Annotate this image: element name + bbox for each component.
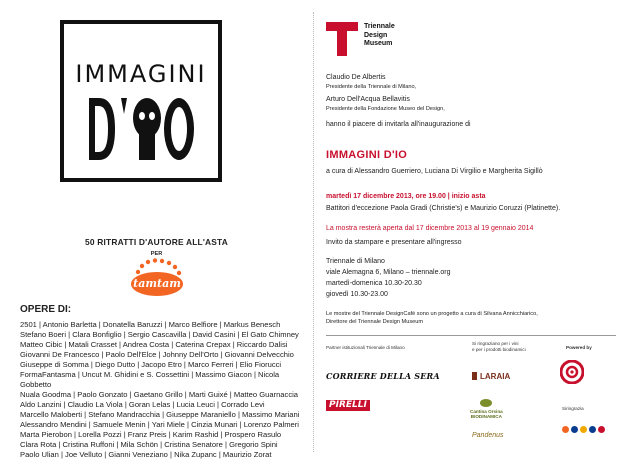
corriere-logo: CORRIERE DELLA SERA: [326, 371, 440, 381]
note-line: Direttore del Triennale Design Museum: [326, 319, 424, 325]
person1-role: Presidente della Triennale di Milano,: [326, 84, 417, 90]
exhibition-title: IMMAGINI D'IO: [326, 149, 408, 161]
singola-icons: [562, 420, 607, 438]
swirl-logo-icon: [560, 360, 584, 384]
tamtam-wordmark: tamtam: [133, 277, 181, 290]
sponsor-dot-icon: [598, 426, 605, 433]
triennale-t-icon: [326, 22, 358, 56]
artists-line: Aldo Lanzini | Claudio La Viola | Goran Lelas | Lucia Leuci | Corrado Levi: [20, 400, 265, 409]
ringrazia-label: [472, 341, 526, 352]
address: viale Alemagna 6, Milano – triennale.org: [326, 269, 451, 276]
person2-name: Arturo Dell'Acqua Bellavitis: [326, 96, 410, 103]
logo-title: IMMAGINI: [75, 60, 207, 88]
artists-line: Giovanni De Francesco | Paolo Dell'Elce | Johnny Dell'Orto | Giovanni Delvecchio: [20, 350, 294, 359]
open-dates: La mostra resterà aperta dal 17 dicembre 2013 al 19 gennaio 2014: [326, 225, 534, 232]
cantina-leaf-icon: [479, 398, 493, 408]
powered-label: Powered by: [566, 345, 592, 350]
immagini-dio-logo: [60, 20, 222, 182]
tamtam-logo: [130, 258, 184, 305]
museum-name-line: Museum: [364, 40, 393, 47]
separator-line: [326, 335, 616, 336]
museum-name: [364, 23, 395, 49]
sponsor-dot-icon: [562, 426, 569, 433]
bottle-icon: [472, 372, 477, 380]
artists-line: Stefano Boeri | Clara Bonfiglio | Sergio Cascavilla | David Casini | El Gato Chimney: [20, 330, 299, 339]
artists-line: Paolo Ulian | Joe Velluto | Gianni Veneziano | Nika Zupanc | Maurizio Zorat: [20, 450, 272, 459]
per-label: PER: [150, 251, 163, 257]
artists-line: Giuseppe di Somma | Diego Dutto | Jacopo Etro | Marco Ferreri | Elio Fiorucci: [20, 360, 282, 369]
artists-list: [20, 320, 309, 460]
ringrazia-label-line: Si ringraziano per i vini: [472, 341, 519, 346]
person1-name: Claudio De Albertis: [326, 74, 386, 81]
artists-line: 2501 | Antonio Barletta | Donatella Baruzzi | Marco Belfiore | Markus Benesch: [20, 320, 281, 329]
artists-line: Clara Rota | Cristina Ruffoni | Mila Schön | Cristina Senatore | Gregorio Spini: [20, 440, 278, 449]
hours-thursday: giovedì 10.30-23.00: [326, 291, 388, 298]
auctioneers: Battitori d'eccezione Paola Gradi (Christie's) e Maurizio Coruzzi (Platinette).: [326, 205, 561, 212]
subtitle: 50 RITRATTI D'AUTORE ALL'ASTA: [84, 237, 228, 247]
curators: a cura di Alessandro Guerriero, Luciana Di Virgilio e Margherita Sigillò: [326, 168, 543, 175]
venue: Triennale di Milano: [326, 258, 385, 265]
fold-divider: [313, 12, 314, 452]
singola-label: Siringrazia: [562, 406, 584, 411]
sponsor-dot-icon: [580, 426, 587, 433]
note-line: Le mostre del Triennale DesignCafé sono un progetto a cura di Silvana Annicchiarico,: [326, 311, 538, 317]
opere-title: OPERE DI:: [20, 304, 72, 315]
cantina-logo: [470, 398, 503, 420]
invite-line: hanno il piacere di invitarla all'inaugurazione di: [326, 121, 471, 128]
artists-line: Marta Pierobon | Lorella Pozzi | Franz Preis | Karim Rashid | Prospero Rasulo: [20, 430, 282, 439]
print-notice: Invito da stampare e presentare all'ingresso: [326, 239, 462, 246]
laraia-logo: [472, 372, 510, 381]
sponsor-dot-icon: [589, 426, 596, 433]
powered-by-logo: [560, 360, 584, 389]
artists-line: Alessandro Mendini | Samuele Menin | Yari Miele | Cinzia Munari | Lorenzo Palmeri: [20, 420, 299, 429]
partners-label: Partner istituzionali Triennale di Milano: [326, 345, 405, 350]
ringrazia-label-line: e per i prodotti biodinamici: [472, 346, 526, 352]
artists-line: FormaFantasma | Uncut M. Ghidini e S. Cossettini | Massimo Giacon | Nicola Gobbetto: [20, 370, 280, 389]
sponsor-dot-icon: [571, 426, 578, 433]
person2-role: Presidente della Fondazione Museo del Design,: [326, 106, 445, 112]
cantina-name: Cantina Orsina: [470, 409, 503, 414]
pandenus-logo: Pandenus: [472, 432, 504, 439]
date-line: martedì 17 dicembre 2013, ore 19.00 | inizio asta: [326, 193, 486, 200]
pirelli-logo: PIRELLI: [326, 400, 370, 411]
artists-line: Marcello Maloberti | Stefano Mandracchia | Giuseppe Maraniello | Massimo Mariani: [20, 410, 300, 419]
cantina-sub: BIODINAMICA: [470, 414, 502, 420]
hours-weekday: martedì-domenica 10.30-20.30: [326, 280, 422, 287]
laraia-text: LARAIA: [480, 372, 511, 381]
logo-dio-graphic: [64, 90, 218, 166]
museum-name-line: Triennale: [364, 23, 395, 30]
dio-eye-icon: [81, 90, 201, 166]
artists-line: Nuala Goodma | Paolo Gonzato | Gaetano Grillo | Marti Guixé | Matteo Guarnaccia: [20, 390, 299, 399]
artists-line: Matteo Cibic | Matali Crasset | Andrea Costa | Caterina Crepax | Riccardo Dalisi: [20, 340, 288, 349]
triennale-logo: [326, 22, 358, 61]
museum-name-line: Design: [364, 31, 388, 39]
